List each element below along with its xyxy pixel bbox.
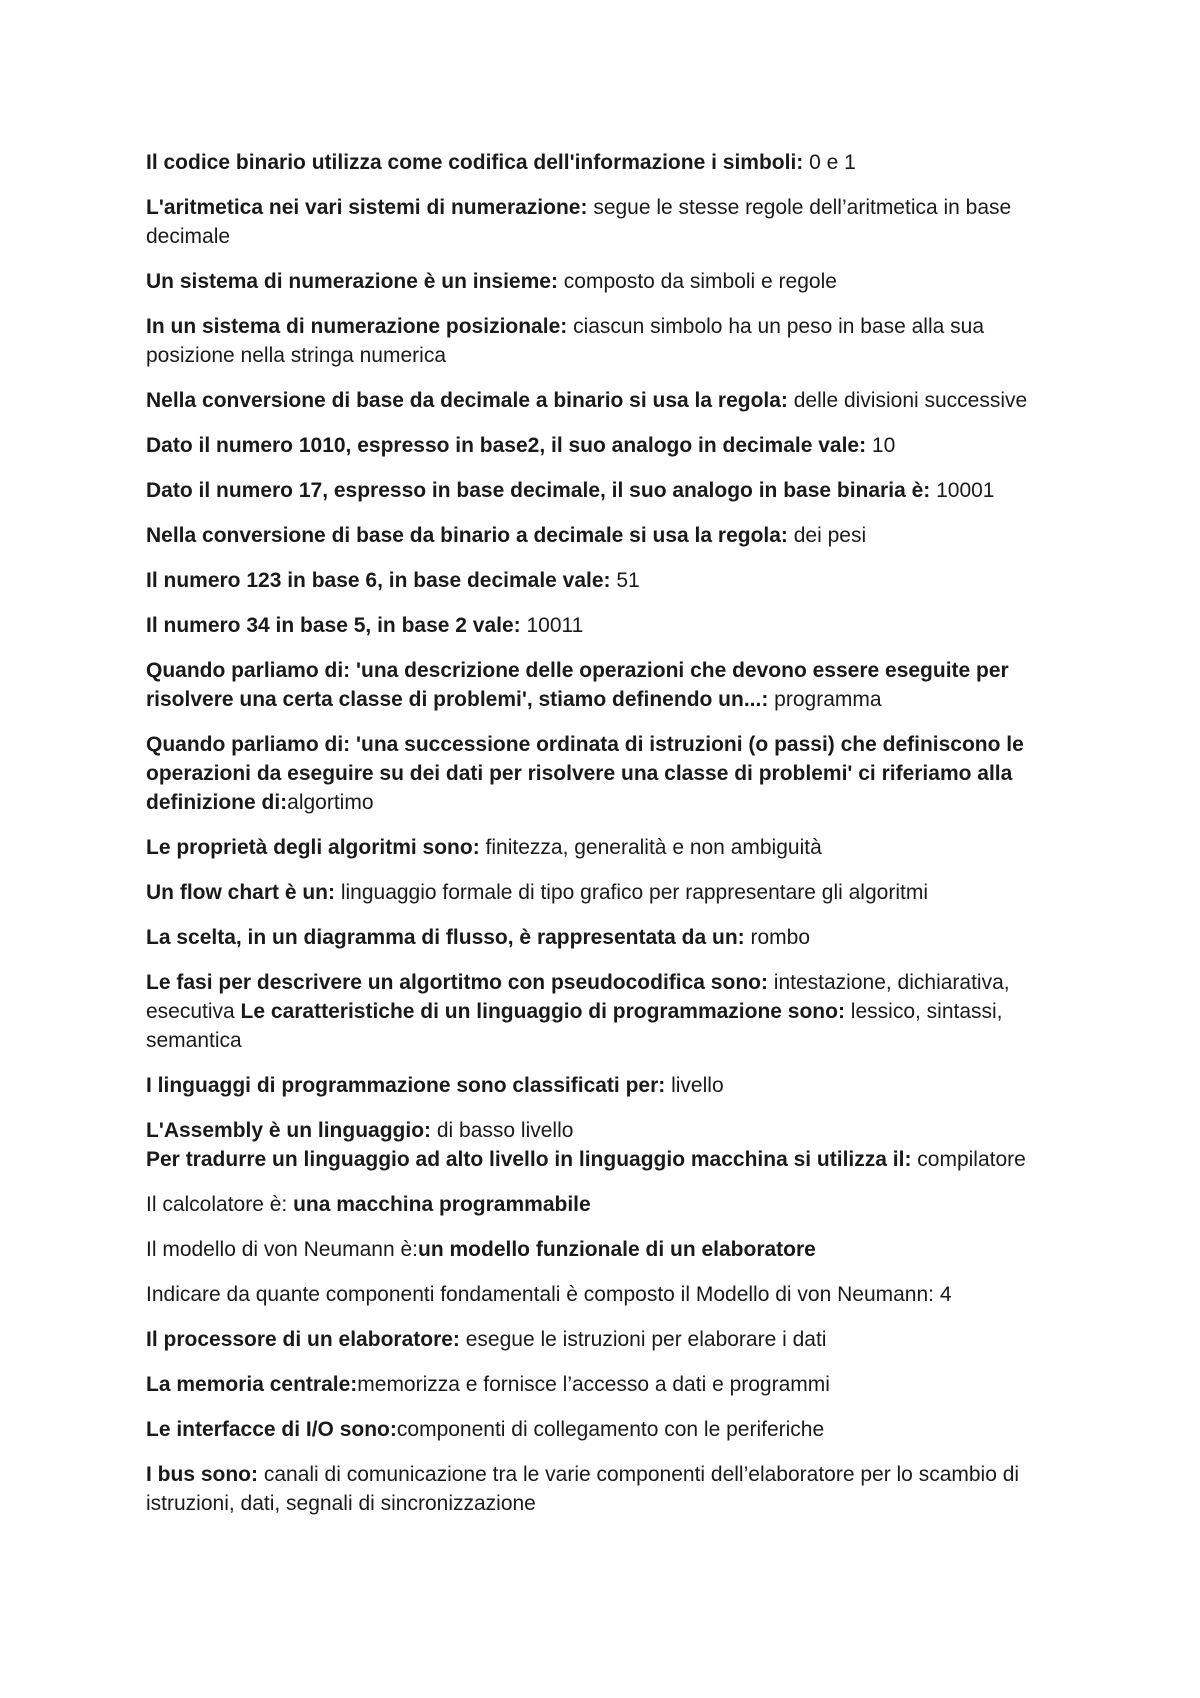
answer-text: 10001 bbox=[930, 479, 995, 502]
answer-text: 51 bbox=[610, 569, 640, 592]
answer-text: dei pesi bbox=[787, 524, 867, 547]
question-text: Il numero 34 in base 5, in base 2 vale: bbox=[146, 614, 521, 637]
answer-text: composto da simboli e regole bbox=[557, 270, 837, 293]
question-text: Le caratteristiche di un linguaggio di programmazione sono: bbox=[234, 1000, 845, 1023]
question-text: Quando parliamo di: 'una descrizione delle operazioni che devono essere eseguite per risolvere una certa classe di problemi', stiamo definendo un...: bbox=[146, 659, 1009, 711]
answer-text: finitezza, generalità e non ambiguità bbox=[479, 836, 822, 859]
question-text: Il numero 123 in base 6, in base decimale vale: bbox=[146, 569, 611, 592]
answer-text: 10 bbox=[866, 434, 896, 457]
question-text: La scelta, in un diagramma di flusso, è rappresentata da un: bbox=[146, 926, 745, 949]
qa-item bbox=[146, 1071, 1066, 1100]
answer-text: delle divisioni successive bbox=[787, 389, 1028, 412]
qa-item bbox=[146, 833, 1066, 862]
qa-item bbox=[146, 730, 1066, 817]
question-text: Le interfacce di I/O sono: bbox=[146, 1418, 397, 1441]
answer-text: 10011 bbox=[520, 614, 584, 637]
qa-item bbox=[146, 476, 1066, 505]
qa-item bbox=[146, 1325, 1066, 1354]
question-text: Indicare da quante componenti fondamentali è composto il Modello di von Neumann: bbox=[146, 1283, 934, 1306]
qa-item bbox=[146, 1190, 1066, 1219]
answer-text: intestazione, dichiarativa, esecutiva bbox=[146, 971, 1010, 1023]
qa-item bbox=[146, 386, 1066, 415]
qa-item bbox=[146, 1235, 1066, 1264]
qa-item bbox=[146, 521, 1066, 550]
answer-text: algortimo bbox=[287, 791, 374, 814]
document-page bbox=[146, 148, 1066, 1534]
question-text: Il codice binario utilizza come codifica dell'informazione i simboli: bbox=[146, 151, 804, 174]
answer-text: linguaggio formale di tipo grafico per rappresentare gli algoritmi bbox=[335, 881, 928, 904]
answer-text: di basso livello bbox=[431, 1119, 574, 1142]
question-text: Le proprietà degli algoritmi sono: bbox=[146, 836, 480, 859]
qa-item bbox=[146, 148, 1066, 177]
qa-item bbox=[146, 611, 1066, 640]
question-text: Dato il numero 17, espresso in base decimale, il suo analogo in base binaria è: bbox=[146, 479, 931, 502]
answer-text: 0 e 1 bbox=[803, 151, 856, 174]
qa-item bbox=[146, 656, 1066, 714]
qa-item bbox=[146, 923, 1066, 952]
qa-item bbox=[146, 1415, 1066, 1444]
qa-item bbox=[146, 1370, 1066, 1399]
question-text: Il processore di un elaboratore: bbox=[146, 1328, 460, 1351]
question-text: Un sistema di numerazione è un insieme: bbox=[146, 270, 558, 293]
answer-text: rombo bbox=[744, 926, 811, 949]
answer-text: livello bbox=[665, 1074, 724, 1097]
qa-item bbox=[146, 1280, 1066, 1309]
qa-item bbox=[146, 878, 1066, 907]
question-text: L'aritmetica nei vari sistemi di numerazione: bbox=[146, 196, 588, 219]
qa-item bbox=[146, 431, 1066, 460]
question-text: Le fasi per descrivere un algortitmo con pseudocodifica sono: bbox=[146, 971, 768, 994]
question-text: Per tradurre un linguaggio ad alto livello in linguaggio macchina si utilizza il: bbox=[146, 1148, 912, 1171]
qa-item bbox=[146, 1145, 1066, 1174]
question-text: Nella conversione di base da decimale a binario si usa la regola: bbox=[146, 389, 788, 412]
answer-text: programma bbox=[768, 688, 882, 711]
question-text: I bus sono: bbox=[146, 1463, 258, 1486]
answer-text: componenti di collegamento con le periferiche bbox=[396, 1418, 825, 1441]
answer-text: ciascun simbolo ha un peso in base alla sua posizione nella stringa numerica bbox=[146, 315, 985, 367]
question-text: Nella conversione di base da binario a decimale si usa la regola: bbox=[146, 524, 788, 547]
question-text: L'Assembly è un linguaggio: bbox=[146, 1119, 432, 1142]
question-text: Un flow chart è un: bbox=[146, 881, 335, 904]
answer-text: 4 bbox=[933, 1283, 952, 1306]
qa-item bbox=[146, 1116, 1066, 1145]
qa-item bbox=[146, 1460, 1066, 1518]
question-text: Quando parliamo di: 'una successione ordinata di istruzioni (o passi) che definiscono le operazioni da eseguire su dei dati per risolvere una classe di problemi' ci riferiamo alla definizione di: bbox=[146, 733, 1024, 814]
answer-text: lessico, sintassi, semantica bbox=[146, 1000, 1003, 1052]
question-text: I linguaggi di programmazione sono classificati per: bbox=[146, 1074, 666, 1097]
qa-item bbox=[146, 193, 1066, 251]
qa-item bbox=[146, 312, 1066, 370]
qa-item bbox=[146, 968, 1066, 1055]
question-text: La memoria centrale: bbox=[146, 1373, 358, 1396]
answer-text: esegue le istruzioni per elaborare i dati bbox=[459, 1328, 827, 1351]
answer-text: segue le stesse regole dell’aritmetica in base decimale bbox=[146, 196, 1012, 248]
answer-text: una macchina programmabile bbox=[287, 1193, 591, 1216]
answer-text: compilatore bbox=[911, 1148, 1026, 1171]
qa-item bbox=[146, 566, 1066, 595]
question-text: Il modello di von Neumann è: bbox=[146, 1238, 418, 1261]
question-text: Dato il numero 1010, espresso in base2, il suo analogo in decimale vale: bbox=[146, 434, 867, 457]
answer-text: canali di comunicazione tra le varie componenti dell’elaboratore per lo scambio di istruzioni, dati, segnali di sincronizzazione bbox=[146, 1463, 1020, 1515]
answer-text: memorizza e fornisce l’accesso a dati e programmi bbox=[357, 1373, 830, 1396]
question-text: Il calcolatore è: bbox=[146, 1193, 288, 1216]
qa-item bbox=[146, 267, 1066, 296]
question-text: In un sistema di numerazione posizionale: bbox=[146, 315, 568, 338]
answer-text: un modello funzionale di un elaboratore bbox=[418, 1238, 816, 1261]
